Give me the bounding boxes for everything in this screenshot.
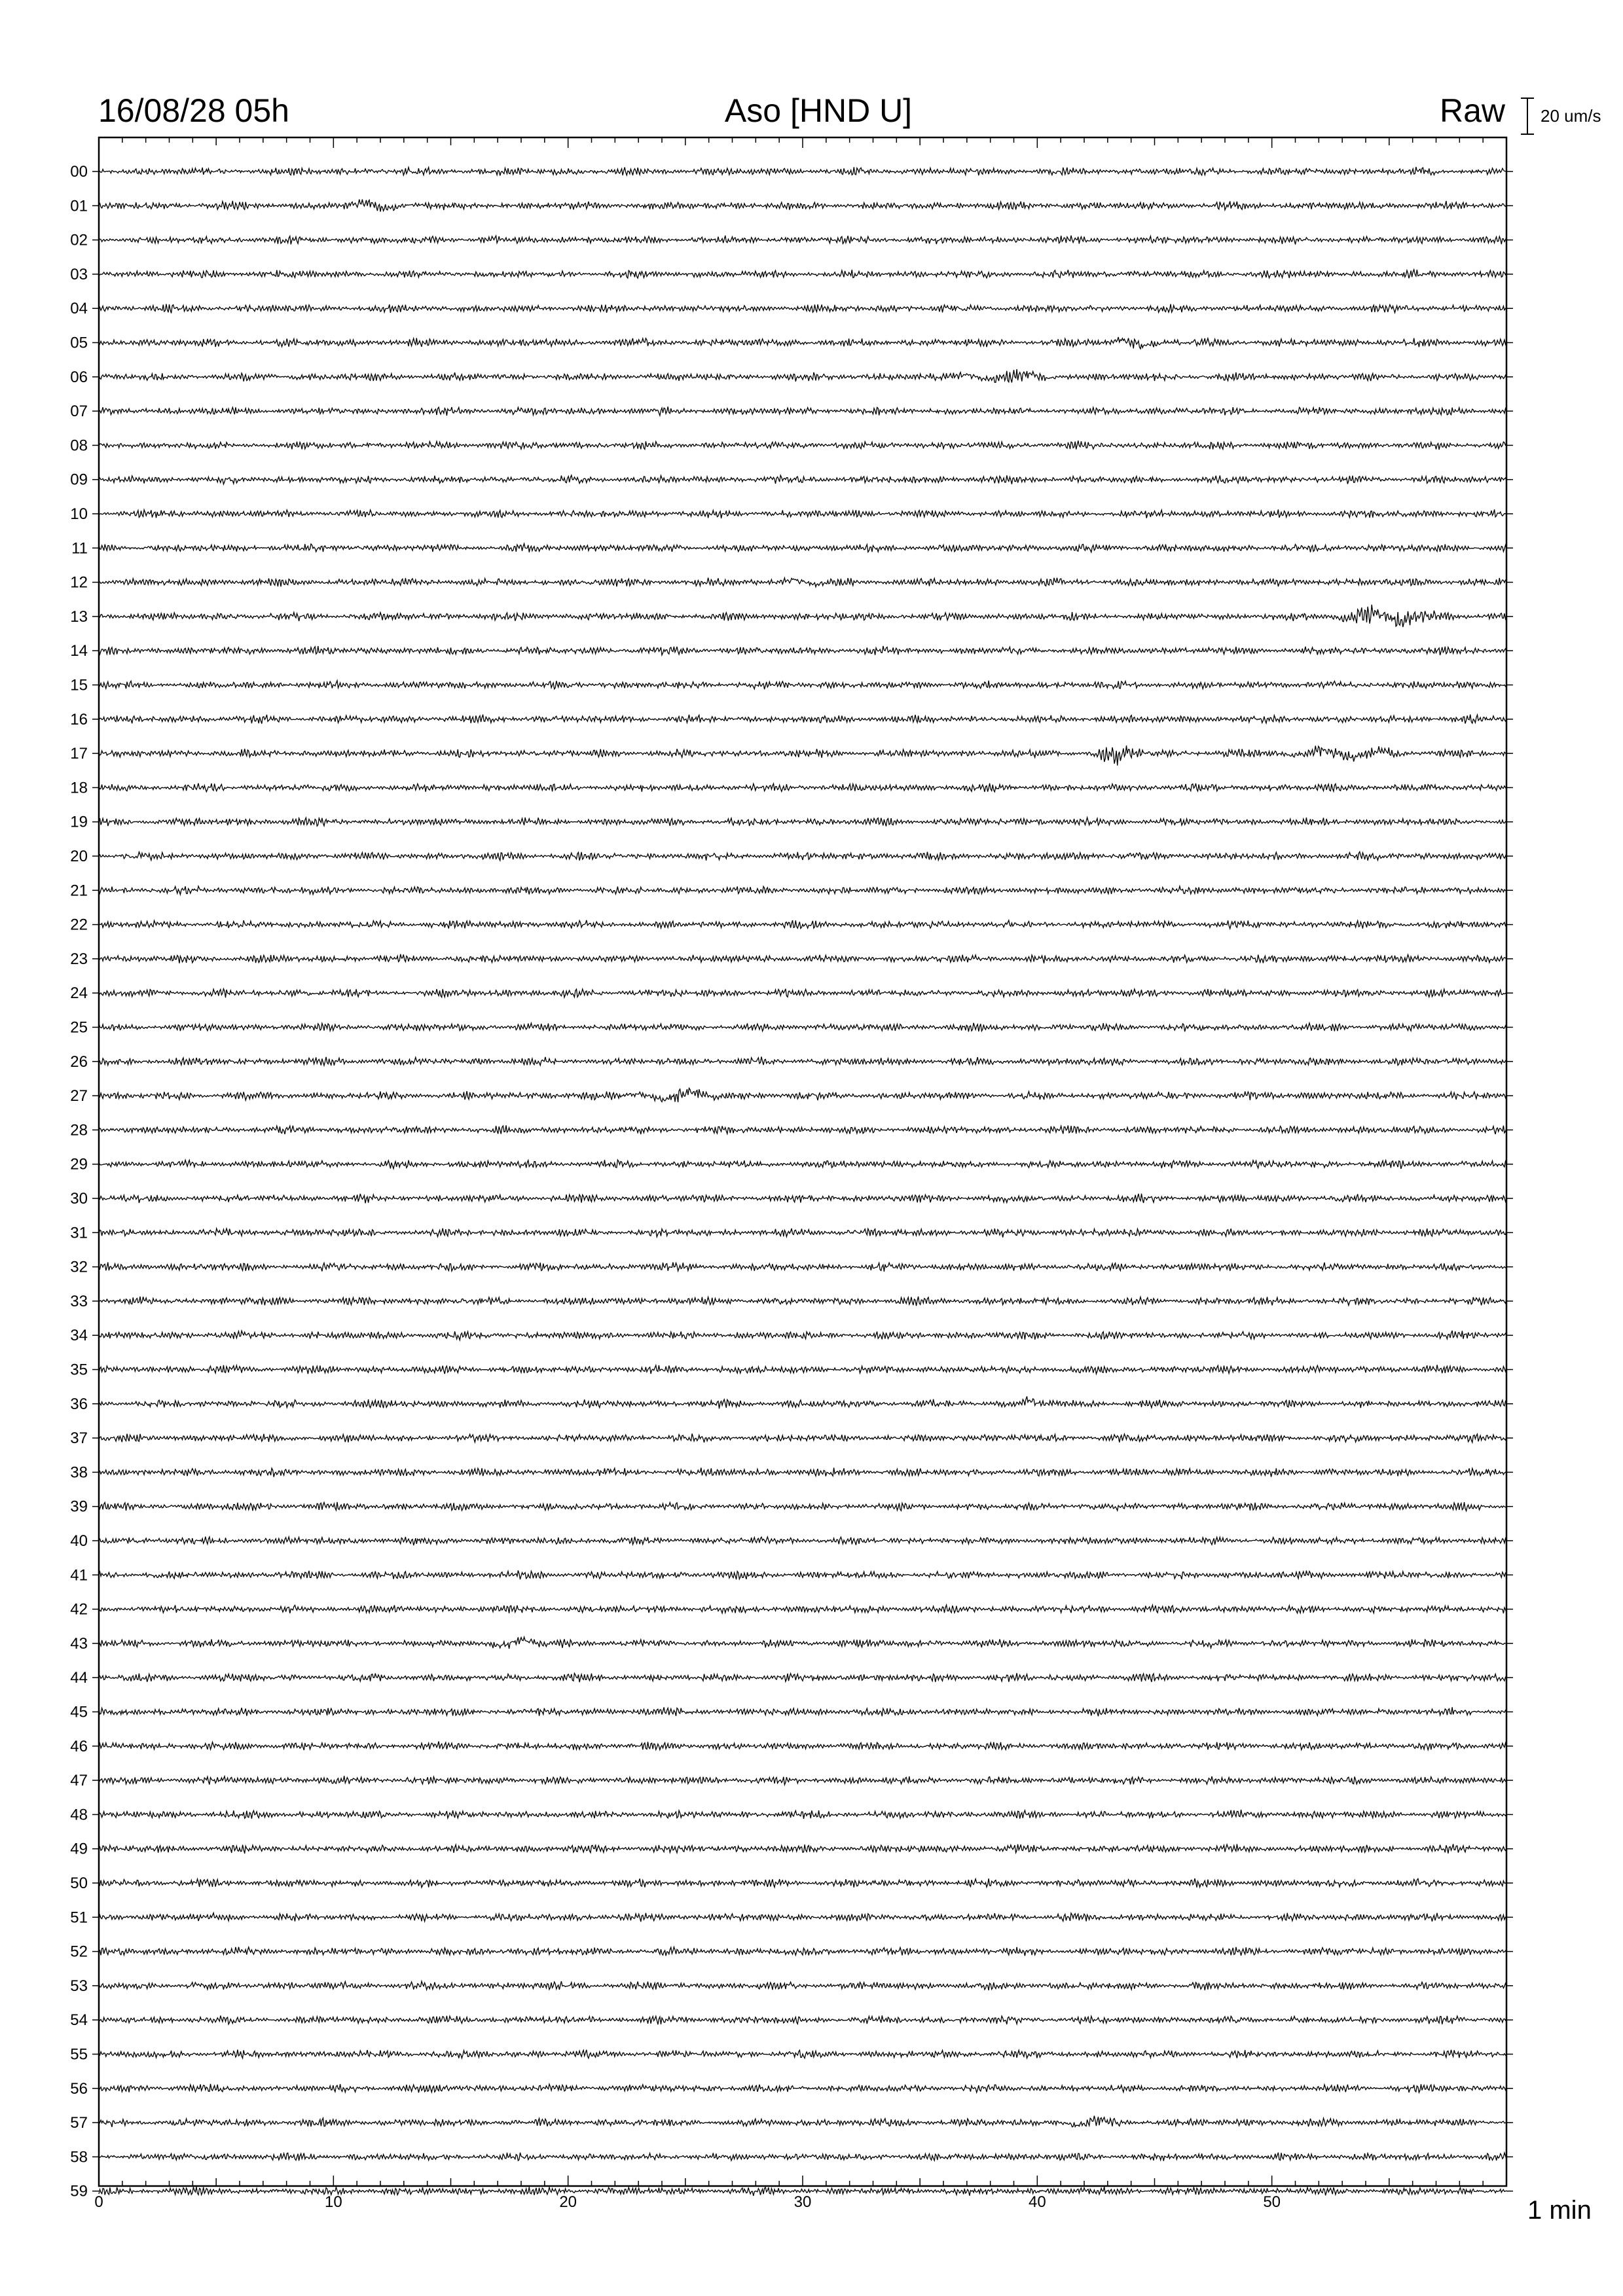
row-label-06: 06 <box>70 368 88 386</box>
row-label-02: 02 <box>70 231 88 249</box>
trace-row-46 <box>99 1742 1506 1750</box>
row-label-18: 18 <box>70 779 88 797</box>
row-label-48: 48 <box>70 1806 88 1824</box>
trace-row-58 <box>99 2153 1506 2161</box>
plot-frame <box>99 137 1506 2186</box>
amplitude-scale-bar <box>1521 98 1534 134</box>
chart-mode-label: Raw <box>1439 92 1505 129</box>
row-label-53: 53 <box>70 1977 88 1995</box>
row-label-51: 51 <box>70 1909 88 1927</box>
trace-row-51 <box>99 1913 1506 1922</box>
trace-row-34 <box>99 1331 1506 1340</box>
trace-row-07 <box>99 406 1506 416</box>
chart-datetime: 16/08/28 05h <box>98 92 289 129</box>
row-label-28: 28 <box>70 1121 88 1139</box>
row-label-14: 14 <box>70 642 88 660</box>
row-label-07: 07 <box>70 403 88 421</box>
trace-row-13 <box>99 605 1506 627</box>
row-label-04: 04 <box>70 300 88 318</box>
trace-row-54 <box>99 2015 1506 2024</box>
row-label-15: 15 <box>70 676 88 694</box>
row-label-16: 16 <box>70 710 88 728</box>
trace-row-17 <box>99 745 1506 766</box>
trace-row-35 <box>99 1365 1506 1374</box>
trace-row-14 <box>99 646 1506 655</box>
row-label-29: 29 <box>70 1155 88 1174</box>
row-label-27: 27 <box>70 1087 88 1105</box>
trace-row-56 <box>99 2084 1506 2092</box>
trace-row-20 <box>99 852 1506 860</box>
amplitude-scale-label: 20 um/s <box>1541 106 1601 126</box>
row-label-33: 33 <box>70 1292 88 1310</box>
trace-row-52 <box>99 1947 1506 1956</box>
row-label-49: 49 <box>70 1840 88 1858</box>
trace-row-50 <box>99 1878 1506 1888</box>
trace-row-38 <box>99 1468 1506 1477</box>
trace-row-31 <box>99 1229 1506 1238</box>
row-label-22: 22 <box>70 916 88 934</box>
trace-row-25 <box>99 1023 1506 1031</box>
trace-row-03 <box>99 270 1506 278</box>
row-label-40: 40 <box>70 1532 88 1550</box>
row-label-25: 25 <box>70 1018 88 1037</box>
row-label-09: 09 <box>70 471 88 489</box>
trace-row-18 <box>99 783 1506 792</box>
trace-row-39 <box>99 1502 1506 1511</box>
row-label-35: 35 <box>70 1361 88 1379</box>
x-tick-labels <box>94 2193 1281 2211</box>
trace-row-23 <box>99 954 1506 963</box>
trace-row-40 <box>99 1537 1506 1545</box>
row-label-05: 05 <box>70 334 88 352</box>
row-label-36: 36 <box>70 1395 88 1413</box>
row-label-12: 12 <box>70 573 88 592</box>
trace-row-33 <box>99 1297 1506 1306</box>
row-label-38: 38 <box>70 1463 88 1482</box>
row-label-54: 54 <box>70 2011 88 2030</box>
x-tick-label-50: 50 <box>1263 2193 1281 2211</box>
row-label-37: 37 <box>70 1429 88 1448</box>
row-label-30: 30 <box>70 1190 88 1208</box>
row-label-55: 55 <box>70 2045 88 2064</box>
trace-row-24 <box>99 989 1506 998</box>
trace-row-09 <box>99 475 1506 484</box>
row-label-57: 57 <box>70 2114 88 2132</box>
trace-row-55 <box>99 2050 1506 2058</box>
trace-row-21 <box>99 886 1506 895</box>
row-label-32: 32 <box>70 1258 88 1276</box>
trace-row-30 <box>99 1194 1506 1204</box>
row-label-21: 21 <box>70 882 88 900</box>
trace-row-48 <box>99 1810 1506 1819</box>
seismic-traces <box>99 167 1506 2196</box>
row-label-11: 11 <box>71 539 88 558</box>
row-label-46: 46 <box>70 1737 88 1755</box>
row-label-31: 31 <box>70 1224 88 1242</box>
row-label-17: 17 <box>70 745 88 763</box>
trace-row-26 <box>99 1057 1506 1066</box>
row-label-20: 20 <box>70 848 88 865</box>
x-tick-label-40: 40 <box>1028 2193 1046 2211</box>
row-label-50: 50 <box>70 1874 88 1892</box>
row-label-13: 13 <box>70 607 88 626</box>
row-labels <box>70 163 88 2200</box>
trace-row-06 <box>99 369 1506 383</box>
row-label-45: 45 <box>70 1703 88 1721</box>
row-label-01: 01 <box>70 197 88 215</box>
trace-row-08 <box>99 440 1506 450</box>
trace-row-29 <box>99 1160 1506 1169</box>
row-label-59: 59 <box>70 2182 88 2200</box>
trace-row-41 <box>99 1570 1506 1579</box>
row-label-08: 08 <box>70 437 88 455</box>
trace-row-45 <box>99 1707 1506 1716</box>
row-label-03: 03 <box>70 265 88 283</box>
row-label-47: 47 <box>70 1772 88 1790</box>
row-label-26: 26 <box>70 1052 88 1071</box>
row-label-34: 34 <box>70 1327 88 1345</box>
trace-row-42 <box>99 1605 1506 1613</box>
trace-row-01 <box>99 200 1506 212</box>
row-label-41: 41 <box>70 1566 88 1585</box>
trace-row-05 <box>99 337 1506 349</box>
row-label-39: 39 <box>70 1498 88 1516</box>
trace-row-47 <box>99 1776 1506 1785</box>
row-label-44: 44 <box>70 1669 88 1687</box>
trace-row-12 <box>99 578 1506 587</box>
trace-row-36 <box>99 1397 1506 1409</box>
trace-row-22 <box>99 920 1506 929</box>
row-label-42: 42 <box>70 1600 88 1619</box>
trace-row-15 <box>99 681 1506 689</box>
trace-row-11 <box>99 544 1506 552</box>
row-label-56: 56 <box>70 2079 88 2098</box>
x-tick-label-30: 30 <box>793 2193 812 2211</box>
row-label-23: 23 <box>70 950 88 968</box>
row-label-58: 58 <box>70 2148 88 2166</box>
row-label-24: 24 <box>70 984 88 1003</box>
chart-station-title: Aso [HND U] <box>724 92 913 129</box>
row-label-52: 52 <box>70 1943 88 1961</box>
row-label-00: 00 <box>70 163 88 181</box>
trace-row-44 <box>99 1673 1506 1682</box>
trace-row-37 <box>99 1433 1506 1443</box>
row-label-43: 43 <box>70 1634 88 1653</box>
trace-row-04 <box>99 304 1506 314</box>
trace-row-32 <box>99 1263 1506 1272</box>
row-label-10: 10 <box>70 505 88 523</box>
trace-row-57 <box>99 2116 1506 2127</box>
trace-row-49 <box>99 1844 1506 1854</box>
trace-row-28 <box>99 1125 1506 1134</box>
x-tick-label-20: 20 <box>559 2193 577 2211</box>
x-tick-label-10: 10 <box>324 2193 342 2211</box>
trace-row-43 <box>99 1637 1506 1649</box>
trace-row-16 <box>99 715 1506 724</box>
trace-row-27 <box>99 1088 1506 1103</box>
x-tick-label-0: 0 <box>94 2193 103 2211</box>
x-unit-label: 1 min <box>1527 2196 1592 2225</box>
trace-row-00 <box>99 167 1506 175</box>
trace-row-02 <box>99 236 1506 245</box>
trace-row-10 <box>99 509 1506 518</box>
trace-row-53 <box>99 1981 1506 1990</box>
trace-row-19 <box>99 817 1506 826</box>
row-label-19: 19 <box>70 813 88 831</box>
